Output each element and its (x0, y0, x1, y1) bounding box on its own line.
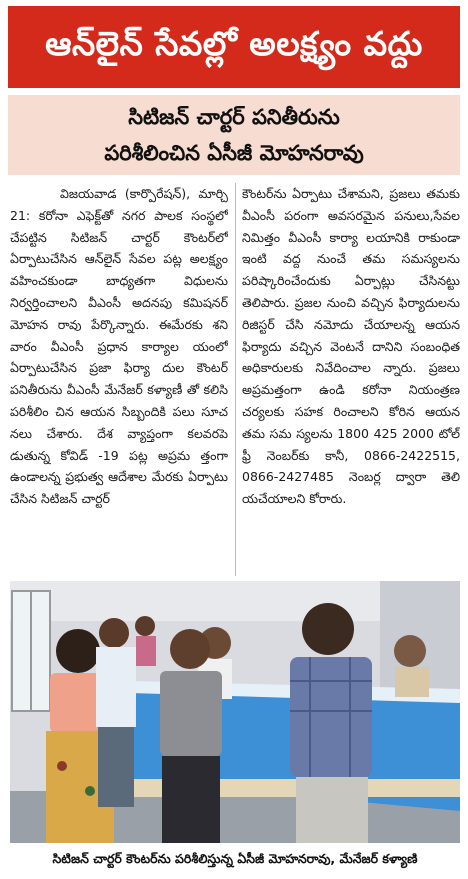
photo-caption: సిటిజన్ చార్టర్ కౌంటర్‌ను పరిశీలిస్తున్న ఏసీజీ మోహనరావు, మేనేజర్ కళ్యాణి (52, 850, 418, 866)
subheadline-box (8, 95, 460, 175)
article-column-right (242, 183, 460, 576)
headline-banner (8, 6, 460, 88)
news-photo (10, 581, 460, 843)
article-paragraph-left: విజయవాడ (కార్పొరేషన్), మార్చి 21: కరోనా ఎఫెక్ట్‌తో నగర పాలక సంస్థలో చేపట్టిన సిటిజన్ చార్టర్ కౌంటర్‌లో ఏర్పాటుచేసిన ఆన్‌లైన్ సేవల పట్ల అలక్ష్యం వహించకుండా బాధ్యతగా విధులను నిర్వర్తించాలని వీఎంసీ అదనపు కమిషనర్ మోహన రావు పేర్కొన్నారు. ఈమేరకు శని వారం వీఎంసీ ప్రధాన కార్యాల యంలో ఏర్పాటుచేసిన ప్రజా ఫిర్యా దుల కౌంటర్ పనితీరును వీఎంసీ మేనేజర్ కళ్యాణీ తో కలిసి పరిశీలిం చిన ఆయన సిబ్బందికి పలు సూచ నలు చేశారు. దేశ వ్యాప్తంగా కలవరపె డుతున్న కోవిడ్ -19 పట్ల అప్రమ త్తంగా ఉండాలన్న ప్రభుత్వ ఆదేశాల మేరకు ఏర్పాటు చేసిన సిటిజన్ చార్టర్ (10, 186, 228, 507)
article-body (10, 183, 460, 576)
headline: ఆన్‌లైన్ సేవల్లో అలక్ష్యం వద్దు (45, 23, 423, 63)
office-scene-illustration (10, 581, 460, 843)
subheadline-line-1: సిటిజన్ చార్టర్ పనితీరును (128, 105, 340, 129)
article-paragraph-right: కౌంటర్‌ను ఏర్పాటు చేశామని, ప్రజలు తమకు వీఎంసీ పరంగా అవసరమైన పనులు,సేవల నిమిత్తం వీఎంసీ కార్యా లయానికి రాకుండా ఇంటి వద్ద నుంచే తమ సమస్యలను పరిష్కారించేందుకు ఏర్పాట్లు చేసినట్టు తెలిపారు. ప్రజల నుంచి వచ్చిన ఫిర్యాదులను రిజిస్టర్ చేసి నమోదు చేయాలన్న ఆయన ఫిర్యాదు వచ్చిన వెంటనే దానిని సంబంధిత అధికారులకు నివేదించాల న్నారు. ప్రజలు అప్రమత్తంగా ఉండి కరోనా నియంత్రణ చర్యలకు సహక రించాలని కోరిన ఆయన తమ సమ స్యలను 1800 425 2000 టోల్ ఫ్రీ నెంబర్‌కు కానీ, 0866-2422515, 0866-2427485 నెంబర్ల ద్వారా తెలి యచేయాలని కోరారు. (242, 186, 460, 507)
article-column-left (10, 183, 228, 576)
subheadline-line-2: పరిశీలించిన ఏసీజీ మోహనరావు (104, 141, 364, 165)
column-divider (235, 183, 236, 576)
